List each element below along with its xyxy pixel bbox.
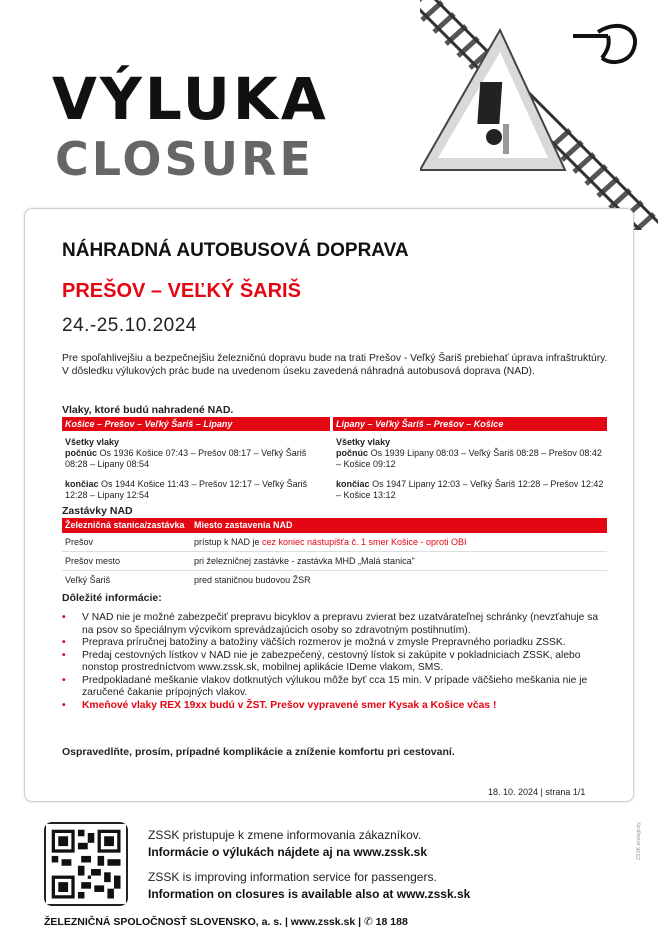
zssk-logo-icon bbox=[568, 18, 638, 70]
trains-left-end: končiac Os 1944 Košice 11:43 – Prešov 12:17 – Veľký Šariš 12:28 – Lipany 12:54 bbox=[65, 479, 308, 500]
trains-right-cell bbox=[333, 437, 607, 501]
bottom-line-2: Informácie o výlukách nájdete aj na www.zssk.sk bbox=[148, 845, 427, 859]
stops-col-place: Miesto zastavenia NAD bbox=[194, 520, 293, 530]
list-item: • Preprava príručnej batožiny a batožiny väčších rozmerov je možná v zmysle Prepravného poriadku ZSSK. bbox=[62, 637, 566, 648]
stop-station: Prešov mesto bbox=[65, 556, 121, 566]
title-en: CLOSURE bbox=[55, 132, 314, 186]
stop-place: pri železničnej zastávke - zastávka MHD „Malá stanica" bbox=[194, 556, 415, 566]
bottom-line-4: Information on closures is available also at www.zssk.sk bbox=[148, 887, 471, 901]
title-sk: VÝLUKA bbox=[52, 65, 329, 133]
stop-place: pred staničnou budovou ŽSR bbox=[194, 575, 311, 585]
info-list bbox=[62, 612, 612, 712]
stops-table-header bbox=[62, 518, 607, 533]
stop-station: Prešov bbox=[65, 537, 94, 547]
list-item: • Predpokladané meškanie vlakov dotknutých výlukou môže byť cca 15 min. V prípade väčšieho meškania nie je zaručené čakanie prípojných vlakov. bbox=[62, 674, 588, 698]
table-row bbox=[62, 552, 607, 571]
table-row bbox=[62, 533, 607, 552]
table-row bbox=[62, 571, 607, 589]
trains-left-start: počnúc Os 1936 Košice 07:43 – Prešov 08:17 – Veľký Šariš 08:28 – Lipany 08:54 bbox=[65, 448, 307, 469]
trains-left-header: Košice – Prešov – Veľký Šariš – Lipany bbox=[62, 417, 330, 431]
apology-text: Ospravedlňte, prosím, prípadné komplikácie a zníženie komfortu pri cestovaní. bbox=[62, 746, 455, 758]
trains-right-header: Lipany – Veľký Šariš – Prešov – Košice bbox=[333, 417, 607, 431]
trains-right-end: končiac Os 1947 Lipany 12:03 – Veľký Šariš 12:28 – Prešov 12:42 – Košice 13:12 bbox=[336, 479, 604, 500]
stop-place: prístup k NAD je cez koniec nástupišťa č. 1 smer Košice - oproti OBI bbox=[194, 537, 467, 547]
bottom-line-3: ZSSK is improving information service for passengers. bbox=[148, 870, 437, 884]
list-item: • V NAD nie je možné zabezpečiť prepravu bicyklov a prepravu zvierat bez uzatvárateľnej schránky (nevzťahuje sa na psov so špeciálnym výcvikom sprevádzajúcich osoby so zdravotným postihnutím). bbox=[62, 612, 599, 636]
trains-right-start: počnúc Os 1939 Lipany 08:03 – Veľký Šariš 08:28 – Prešov 08:42 – Košice 09:12 bbox=[336, 448, 602, 469]
trains-section-title: Vlaky, ktoré budú nahradené NAD. bbox=[62, 404, 234, 416]
trains-left-cell bbox=[62, 437, 330, 501]
route-title: PREŠOV – VEĽKÝ ŠARIŠ bbox=[62, 280, 301, 302]
intro-paragraph: Pre spoľahlivejšiu a bezpečnejšiu železničnú dopravu bude na trati Prešov - Veľký Šariš prebiehať úprava infraštruktúry. V dôsledku výlukových prác bude na uvedenom úseku zavedená náhradná autobusová doprava (NAD). bbox=[62, 353, 608, 377]
warning-sign-icon bbox=[420, 30, 565, 170]
list-item-highlight: • Kmeňové vlaky REX 19xx budú v ŽST. Prešov vypravené smer Kysak a Košice včas ! bbox=[62, 699, 497, 711]
closure-dates: 24.-25.10.2024 bbox=[62, 315, 197, 336]
list-item: • Predaj cestovných lístkov v NAD nie je zabezpečený, cestovný lístok si zakúpite v pokladniciach ZSSK, alebo nonstop prostredníctvom www.zssk.sk, mobilnej aplikácie IDeme vlakom, SMS. bbox=[62, 649, 581, 673]
qr-code-icon[interactable] bbox=[44, 822, 128, 906]
trains-right-label: Všetky vlaky bbox=[336, 437, 391, 447]
notice-heading: NÁHRADNÁ AUTOBUSOVÁ DOPRAVA bbox=[62, 240, 409, 261]
stops-col-station: Železničná stanica/zastávka bbox=[65, 520, 185, 530]
stops-table bbox=[62, 518, 607, 589]
vertical-note: ZSSK ekologicky bbox=[636, 822, 642, 860]
info-section-title: Dôležité informácie: bbox=[62, 592, 162, 604]
stops-section-title: Zastávky NAD bbox=[62, 505, 133, 517]
footer-date: 18. 10. 2024 | strana 1/1 bbox=[488, 787, 586, 797]
stop-station: Veľký Šariš bbox=[65, 575, 111, 585]
company-footer: ŽELEZNIČNÁ SPOLOČNOSŤ SLOVENSKO, a. s. | www.zssk.sk | ✆ 18 188 bbox=[44, 916, 408, 928]
bottom-line-1: ZSSK pristupuje k zmene informovania zákazníkov. bbox=[148, 828, 422, 842]
trains-left-label: Všetky vlaky bbox=[65, 437, 120, 447]
trains-table bbox=[62, 417, 607, 501]
